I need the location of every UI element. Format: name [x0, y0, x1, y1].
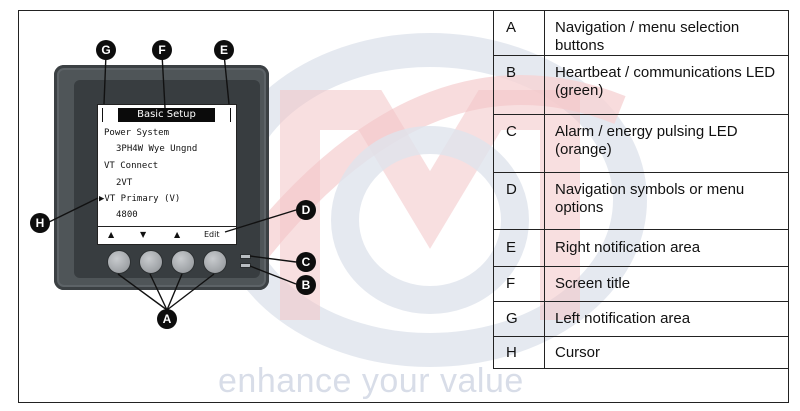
- legend-text: Heartbeat / communications LED (green): [545, 56, 789, 115]
- legend-key: E: [494, 230, 545, 267]
- legend-table: [493, 10, 789, 369]
- legend-key: D: [494, 173, 545, 230]
- legend-text: Navigation symbols or menu options: [545, 173, 789, 230]
- legend-key: C: [494, 115, 545, 173]
- legend-row: [494, 173, 789, 230]
- up-arrow-icon: ▲: [174, 230, 181, 239]
- legend-row: [494, 11, 789, 56]
- watermark-text: enhance your value: [218, 362, 524, 400]
- legend-row: [494, 267, 789, 302]
- marker-e: E: [214, 40, 234, 60]
- legend-row: [494, 230, 789, 267]
- legend-key: G: [494, 302, 545, 337]
- display-line: 3PH4W Wye Ungnd: [116, 144, 198, 154]
- display-line: VT Connect: [104, 161, 159, 171]
- legend-text: Cursor: [545, 337, 789, 369]
- edit-softkey-label: Edit: [204, 230, 220, 239]
- legend-text: Navigation / menu selection buttons: [545, 11, 789, 56]
- legend-key: H: [494, 337, 545, 369]
- legend-text: Alarm / energy pulsing LED (orange): [545, 115, 789, 173]
- marker-c: C: [296, 252, 316, 272]
- legend-row: [494, 115, 789, 173]
- display-line: Power System: [104, 128, 170, 138]
- marker-b: B: [296, 275, 316, 295]
- legend-text: Left notification area: [545, 302, 789, 337]
- marker-g: G: [96, 40, 116, 60]
- legend-text: Right notification area: [545, 230, 789, 267]
- legend-row: [494, 302, 789, 337]
- legend-row: [494, 56, 789, 115]
- legend-key: A: [494, 11, 545, 56]
- legend-key: B: [494, 56, 545, 115]
- marker-f: F: [152, 40, 172, 60]
- legend-text: Screen title: [545, 267, 789, 302]
- display-line: 4800: [116, 210, 138, 220]
- marker-h: H: [30, 213, 50, 233]
- down-arrow-icon: ▼: [140, 230, 147, 239]
- display-line: 2VT: [116, 178, 133, 188]
- marker-a: A: [157, 309, 177, 329]
- legend-key: F: [494, 267, 545, 302]
- marker-d: D: [296, 200, 316, 220]
- up-arrow-icon: ▲: [108, 230, 115, 239]
- cursor-line: ▶VT Primary (V): [99, 194, 181, 204]
- screen-title: Basic Setup: [118, 108, 215, 122]
- legend-row: [494, 337, 789, 369]
